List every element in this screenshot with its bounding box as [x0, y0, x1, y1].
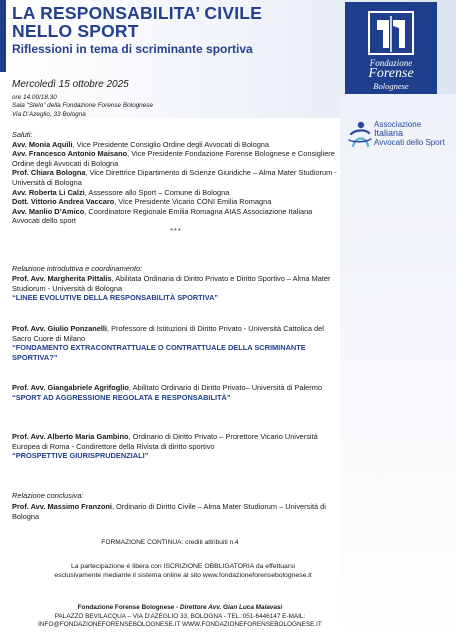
- event-address: Via D’Azeglio, 33 Bologna: [12, 110, 86, 118]
- event-title: [12, 4, 332, 40]
- greeting-name: Avv. Monia Aquili: [12, 139, 73, 149]
- section-separator: ***: [170, 225, 182, 235]
- talk-speaker: Prof. Avv. Alberto Maria Gambino: [12, 432, 129, 441]
- side-decoration: [340, 94, 456, 640]
- foundation-logo-line-2: Forense: [368, 66, 414, 81]
- foundation-logo-line-1: Fondazione: [369, 58, 413, 68]
- greeting-role: , Vice Presidente Consiglio Ordine degli Avvocati di Bologna: [72, 139, 270, 149]
- foundation-emblem-icon: [365, 8, 417, 58]
- greeting-entry: [12, 207, 340, 226]
- greeting-name: Prof. Chiara Bologna: [12, 168, 86, 178]
- footer-org-line: [10, 604, 350, 613]
- greeting-role: , Coordinatore Regionale Emilia Romagna AIAS Associazione Italiana Avvocati dello sport: [12, 206, 313, 226]
- footer-address: PALAZZO BEVILACQUA – VIA D’AZEGLIO 33, BOLOGNA - TEL.:051-6446147 E-MAIL:: [54, 612, 306, 620]
- event-date: Mercoledì 15 ottobre 2025: [12, 79, 129, 90]
- greetings-section: [12, 130, 340, 236]
- greeting-role: , Assessore allo Sport – Comune di Bologna: [84, 187, 230, 197]
- event-subtitle: Riflessioni in tema di scriminante sportiva: [12, 42, 253, 56]
- talk-item: [12, 383, 334, 402]
- talk-topic: “FONDAMENTO EXTRACONTRATTUALE O CONTRATTUALE DELLA SCRIMINANTE SPORTIVA?”: [12, 343, 306, 362]
- registration-note: [18, 562, 348, 581]
- talk-affiliation: , Abilitato Ordinario di Diritto Privato– Università di Palermo: [128, 383, 322, 392]
- aias-line-1: Associazione: [374, 120, 422, 129]
- title-line-2: NELLO SPORT: [12, 21, 139, 41]
- event-room: Sala “Stelo” della Fondazione Forense Bolognese: [12, 102, 154, 110]
- talk-speaker: Prof. Avv. Margherita Pittalis: [12, 274, 112, 283]
- greeting-entry: [12, 149, 340, 168]
- event-location: [12, 94, 340, 119]
- aias-line-3: Avvocati dello Sport: [374, 138, 445, 147]
- talk-item: [12, 274, 334, 303]
- footer-director: Direttore Avv. Gian Luca Malavasi: [179, 604, 283, 611]
- talk-speaker: Prof. Avv. Giangabriele Agrifoglio: [12, 383, 129, 392]
- greeting-entry: [12, 197, 340, 207]
- greeting-name: Avv. Manlio D’Amico: [12, 206, 85, 216]
- greeting-role: , Vice Presidente Fondazione Forense Bolognese e Consigliere Ordine degli Avvocati di Bologna: [12, 149, 335, 168]
- greetings-label: Saluti:: [12, 130, 33, 139]
- greeting-name: Avv. Francesco Antonio Maisano: [12, 149, 128, 159]
- footer-org: Fondazione Forense Bolognese -: [77, 604, 180, 611]
- greeting-role: , Vice Direttrice Dipartimento di Scienze Giuridiche – Alma Mater Studiorum - Università di Bologna: [12, 168, 337, 187]
- training-credits: FORMAZIONE CONTINUA: crediti attribuiti n.4: [101, 539, 239, 546]
- footer: [10, 604, 350, 630]
- talk-item: [12, 432, 334, 461]
- event-time: ore 14.00/18.30: [12, 94, 57, 101]
- greeting-name: Dott. Vittorio Andrea Vaccaro: [12, 197, 115, 207]
- aias-figure-icon: [347, 120, 373, 150]
- intro-label: Relazione introduttiva e coordinamento:: [12, 264, 143, 273]
- talk-affiliation: , Professore di Istituzioni di Diritto Privato - Università Cattolica del Sacro Cuore di Milano: [12, 324, 324, 343]
- conclusion-speaker: Prof. Avv. Massimo Franzoni: [12, 502, 112, 511]
- registration-line-2: esclusivamente mediante il sistema online al sito www.fondazioneforensebolognese.it: [54, 572, 312, 580]
- aias-line-2: Italiana: [374, 128, 404, 138]
- foundation-logo-line-3: Bolognese: [373, 81, 409, 91]
- footer-contacts: INFO@FONDAZIONEFORENSEBOLOGNESE.IT WWW.FONDAZIONEFORENSEBOLOGNESE.IT: [38, 621, 322, 629]
- greeting-name: Avv. Roberta Li Calzi: [12, 187, 85, 197]
- talk-topic: “LINEE EVOLUTIVE DELLA RESPONSABILITÀ SPORTIVA”: [12, 293, 219, 303]
- registration-line-1: La partecipazione è libera con ISCRIZIONE OBBLIGATORIA da effettuarsi: [70, 563, 296, 570]
- greeting-entry: [12, 168, 340, 187]
- conclusion-affiliation: , Ordinario di Diritto Civile – Alma Mater Studiorum – Università di Bologna: [12, 502, 326, 521]
- talk-speaker: Prof. Avv. Giulio Ponzanelli: [12, 324, 107, 333]
- greeting-entry: [12, 188, 340, 198]
- conclusion-item: [12, 502, 334, 521]
- greeting-role: , Vice Presidente Vicario CONI Emilia Romagna: [114, 197, 272, 207]
- aias-logo: [347, 118, 451, 154]
- conclusion-label: Relazione conclusiva:: [12, 491, 84, 500]
- talk-topic: “SPORT AD AGGRESSIONE REGOLATA E RESPONSABILITÀ”: [12, 392, 231, 402]
- title-line-1: LA RESPONSABILITA’ CIVILE: [12, 3, 263, 23]
- foundation-logo: [345, 2, 437, 94]
- talk-item: [12, 324, 334, 362]
- greeting-entry: [12, 140, 340, 150]
- talk-affiliation: , Abilitata Ordinaria di Diritto Privato e Diritto Sportivo – Alma Mater Studiorum - Università di Bologna: [12, 274, 331, 293]
- talk-topic: “PROSPETTIVE GIURISPRUDENZIALI”: [12, 451, 149, 461]
- talk-affiliation: , Ordinario di Diritto Privato – Prorettore Vicario Università Europea di Roma - Condirettore della Rivista di diritto sportivo: [12, 432, 318, 451]
